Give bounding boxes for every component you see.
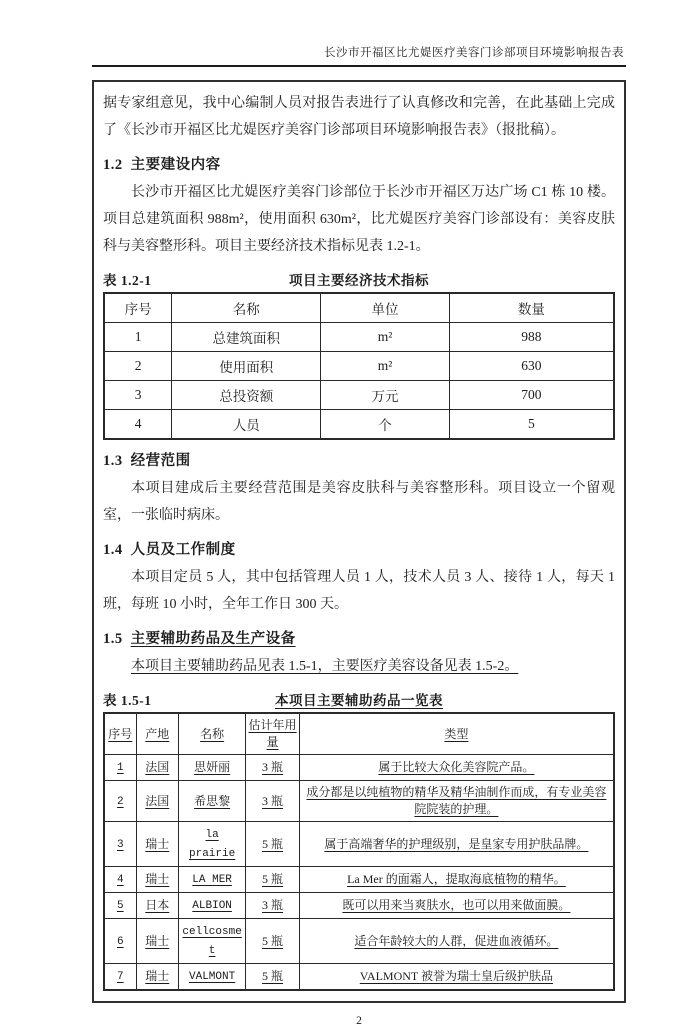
table-cell: 630 — [449, 352, 614, 381]
table-cell: 5 瓶 — [246, 964, 300, 991]
table-title: 本项目主要辅助药品一览表 — [275, 693, 443, 708]
table-cell: 万元 — [321, 381, 450, 410]
table-cell: 4 — [104, 410, 172, 440]
table-cell: 4 — [104, 867, 136, 893]
table-row — [104, 381, 614, 410]
column-header: 类型 — [299, 713, 614, 755]
section-heading-1-3 — [103, 449, 615, 470]
table-label: 表 1.2-1 — [103, 273, 152, 288]
table-cell: 人员 — [172, 410, 321, 440]
section-1-4-body: 本项目定员 5 人，其中包括管理人员 1 人，技术人员 3 人、接待 1 人，每天 1 班，每班 10 小时，全年工作日 300 天。 — [103, 570, 615, 612]
table-cell: 5 瓶 — [246, 867, 300, 893]
table-cell: VALMONT 被誉为瑞士皇后级护肤品 — [299, 964, 614, 991]
column-header: 估计年用量 — [246, 713, 300, 755]
table-cell: 日本 — [136, 893, 178, 919]
table-cell: 总投资额 — [172, 381, 321, 410]
section-1-5-body-text: 本项目主要辅助药品见表 1.5-1，主要医疗美容设备见表 1.5-2。 — [131, 659, 519, 674]
section-title: 主要辅助药品及生产设备 — [130, 631, 296, 647]
table-cell: 3 — [104, 822, 136, 867]
table-cell: 700 — [449, 381, 614, 410]
table-row — [104, 822, 614, 867]
column-header: 单位 — [321, 293, 450, 323]
table-cell: LA MER — [178, 867, 245, 893]
table-cell: 思妍丽 — [178, 755, 245, 781]
table-cell: 3 瓶 — [246, 781, 300, 822]
table-cell: m² — [321, 352, 450, 381]
column-header: 序号 — [104, 293, 172, 323]
section-number: 1.5 — [103, 631, 123, 647]
table-label: 表 1.5-1 — [103, 693, 152, 708]
section-heading-1-4 — [103, 538, 615, 559]
table-cell: 5 瓶 — [246, 822, 300, 867]
table-cell: 5 — [104, 893, 136, 919]
document-page — [92, 0, 626, 1027]
table-cell: 2 — [104, 781, 136, 822]
column-header: 序号 — [104, 713, 136, 755]
table-cell: 既可以用来当爽肤水，也可以用来做面膜。 — [299, 893, 614, 919]
table-cell: 个 — [321, 410, 450, 440]
running-header — [92, 0, 626, 67]
table-cell: 适合年龄较大的人群，促进血液循环。 — [299, 919, 614, 964]
column-header: 名称 — [178, 713, 245, 755]
auxiliary-drugs-table — [103, 712, 615, 991]
section-title: 主要建设内容 — [130, 157, 221, 173]
table-1-5-1-caption — [103, 689, 615, 709]
table-cell: 成分都是以纯植物的精华及精华油制作而成，有专业美容院院装的护理。 — [299, 781, 614, 822]
table-cell: 1 — [104, 323, 172, 352]
table-title: 项目主要经济技术指标 — [289, 273, 429, 288]
running-header-title: 长沙市开福区比尤媞医疗美容门诊部项目环境影响报告表 — [324, 47, 624, 59]
section-number: 1.4 — [103, 542, 123, 558]
section-1-5-body — [103, 653, 615, 680]
section-1-2-body: 长沙市开福区比尤媞医疗美容门诊部位于长沙市开福区万达广场 C1 栋 10 楼。项目总建筑面积 988m²，使用面积 630m²，比尤媞医疗美容门诊部设有：美容皮肤科与美容整形科。项目主要经济技术指标见表 1.2-1。 — [103, 185, 615, 254]
table-row — [104, 410, 614, 440]
table-cell: 总建筑面积 — [172, 323, 321, 352]
table-row — [104, 919, 614, 964]
table-cell: 6 — [104, 919, 136, 964]
table-cell: 瑞士 — [136, 919, 178, 964]
table-row — [104, 964, 614, 991]
table-cell: 5 瓶 — [246, 919, 300, 964]
table-cell: 瑞士 — [136, 867, 178, 893]
table-cell: cellcosmet — [178, 919, 245, 964]
section-title: 人员及工作制度 — [130, 542, 236, 558]
table-cell: 希思黎 — [178, 781, 245, 822]
table-row — [104, 323, 614, 352]
intro-paragraph: 据专家组意见，我中心编制人员对报告表进行了认真修改和完善，在此基础上完成了《长沙市开福区比尤媞医疗美容门诊部项目环境影响报告表》（报批稿）。 — [103, 96, 615, 138]
table-row — [104, 867, 614, 893]
table-cell: 7 — [104, 964, 136, 991]
section-1-3-body: 本项目建成后主要经营范围是美容皮肤科与美容整形科。项目设立一个留观室，一张临时病床。 — [103, 481, 615, 523]
column-header: 数量 — [449, 293, 614, 323]
table-cell: VALMONT — [178, 964, 245, 991]
section-heading-1-5 — [103, 627, 615, 648]
table-cell: 3 瓶 — [246, 893, 300, 919]
table-cell: 属于比较大众化美容院产品。 — [299, 755, 614, 781]
table-cell: 988 — [449, 323, 614, 352]
section-heading-1-2 — [103, 153, 615, 174]
table-cell: m² — [321, 323, 450, 352]
table-cell: La Mer 的面霜人，提取海底植物的精华。 — [299, 867, 614, 893]
content-box — [92, 80, 626, 1003]
section-title: 经营范围 — [130, 453, 191, 469]
table-cell: 使用面积 — [172, 352, 321, 381]
section-number: 1.3 — [103, 453, 123, 469]
table-header-row — [104, 713, 614, 755]
table-cell: 法国 — [136, 781, 178, 822]
table-cell: 1 — [104, 755, 136, 781]
section-number: 1.2 — [103, 157, 123, 173]
table-row — [104, 755, 614, 781]
table-row — [104, 352, 614, 381]
column-header: 产地 — [136, 713, 178, 755]
economic-indicators-table — [103, 292, 615, 440]
table-1-2-1-caption — [103, 269, 615, 289]
table-row — [104, 781, 614, 822]
column-header: 名称 — [172, 293, 321, 323]
table-cell: 5 — [449, 410, 614, 440]
table-header-row — [104, 293, 614, 323]
page-number: 2 — [356, 1015, 362, 1027]
table-cell: 瑞士 — [136, 822, 178, 867]
table-cell: la prairie — [178, 822, 245, 867]
table-cell: ALBION — [178, 893, 245, 919]
table-cell: 3 — [104, 381, 172, 410]
table-cell: 瑞士 — [136, 964, 178, 991]
table-cell: 2 — [104, 352, 172, 381]
table-cell: 3 瓶 — [246, 755, 300, 781]
table-cell: 属于高端奢华的护理级别，是皇家专用护肤品牌。 — [299, 822, 614, 867]
table-row — [104, 893, 614, 919]
table-cell: 法国 — [136, 755, 178, 781]
